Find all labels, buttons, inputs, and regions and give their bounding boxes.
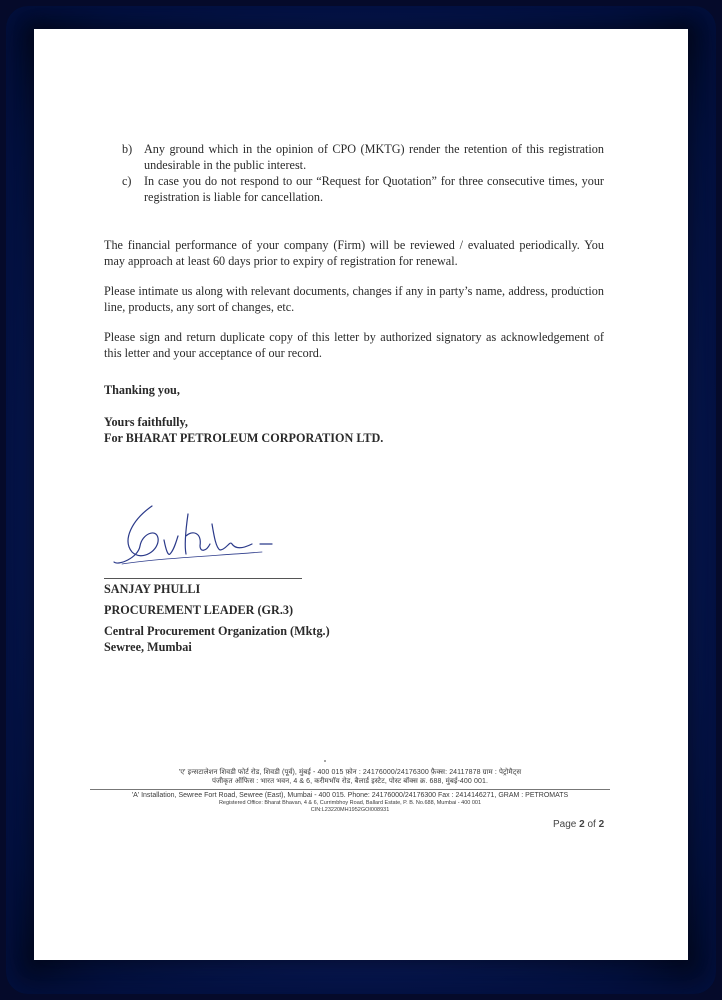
footer-cin: CIN:L23220MH1952GOI008931 — [310, 807, 390, 813]
list-item-text: In case you do not respond to our “Request for Quotation” for three consecutive times, your registration is liable for cancellation. — [144, 174, 604, 204]
paragraph-intimate: Please intimate us along with relevant documents, changes if any in party’s name, address, production line, products, any sort of changes, etc. — [104, 284, 604, 314]
signer-title: PROCUREMENT LEADER (GR.3) — [104, 603, 294, 617]
footer-hindi-address: 'ए' इन्सटालेशन शिवडी फोर्ट रोड, शिवडी (पूर्व), मुंबई - 400 015 फ़ोन : 24176000/24176300 फ़ैक्स: 24117878 ग्राम : पेट्रोमैट्स — [178, 769, 522, 776]
closing-block — [104, 414, 604, 446]
condition-list — [104, 142, 604, 205]
handwritten-signature — [112, 500, 292, 580]
footer-hindi-registered: पंजीकृत ऑफिस : भारत भवन, 4 & 6, करीमभॉय रोड, बैलार्ड इस्टेट, पोस्ट बॉक्स क्र. 688, मुंबई-400 001. — [211, 778, 488, 785]
page-current: 2 — [579, 819, 585, 830]
paragraph-performance: The financial performance of your company (Firm) will be reviewed / evaluated periodically. You may approach at least 60 days prior to expiry of registration for renewal. — [104, 238, 604, 268]
page-prefix: Page — [553, 819, 580, 830]
list-item — [122, 174, 604, 205]
footer-divider — [90, 789, 610, 790]
footer-registered-office: Registered Office: Bharat Bhavan, 4 & 6, Currimbhoy Road, Ballard Estate, P. B. No.688, Mumbai - 400 001 — [218, 800, 482, 806]
letter-body — [104, 142, 604, 446]
paragraph-sign-return: Please sign and return duplicate copy of this letter by authorized signatory as acknowledgement of this letter and your acceptance of our record. — [104, 330, 604, 360]
thanks-line: Thanking you, — [104, 383, 180, 397]
signature-line — [104, 578, 302, 579]
list-item-text: Any ground which in the opinion of CPO (MKTG) render the retention of this registration undesirable in the public interest. — [144, 142, 604, 172]
footer-english-address: 'A' Installation, Sewree Fort Road, Sewree (East), Mumbai - 400 015. Phone: 24176000/24176300 Fax : 2414146271, GRAM : PETROMATS — [131, 792, 569, 799]
page-total: 2 — [598, 819, 605, 830]
signer-location: Sewree, Mumbai — [104, 640, 192, 654]
list-marker: b) — [122, 142, 133, 156]
company-line: For BHARAT PETROLEUM CORPORATION LTD. — [104, 430, 384, 445]
letterhead-footer — [90, 768, 610, 814]
closing-line: Yours faithfully, — [104, 414, 188, 429]
page-separator: of — [584, 819, 599, 830]
list-marker: c) — [122, 174, 132, 188]
scan-speck — [324, 760, 326, 762]
signer-block — [104, 581, 330, 655]
page-number — [553, 819, 604, 830]
signer-name: SANJAY PHULLI — [104, 582, 201, 596]
list-item — [122, 142, 604, 173]
signer-organization: Central Procurement Organization (Mktg.) — [104, 624, 330, 638]
